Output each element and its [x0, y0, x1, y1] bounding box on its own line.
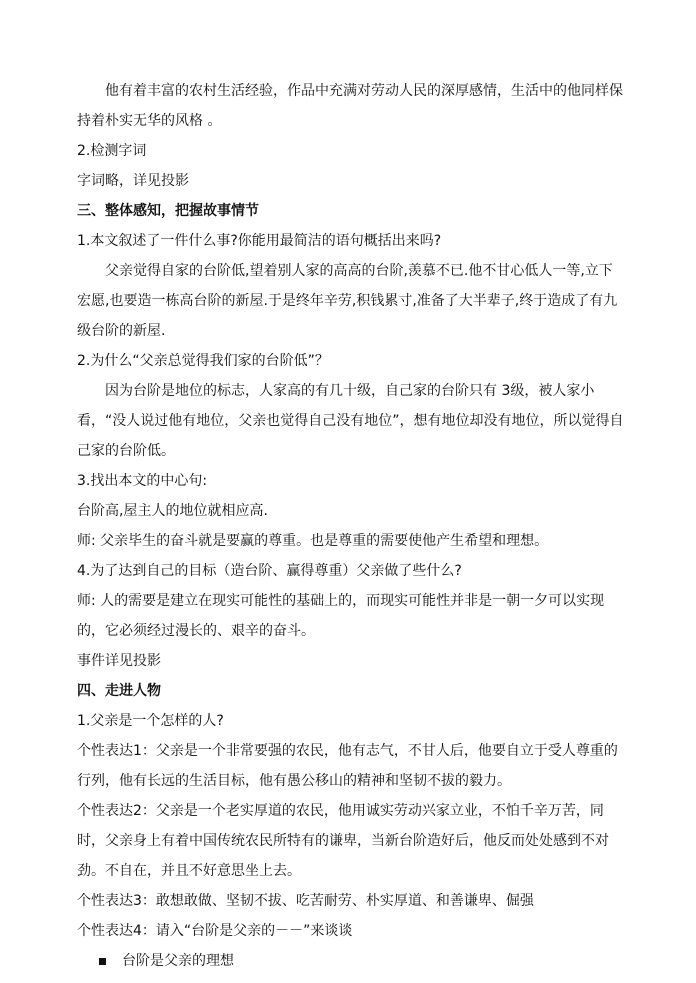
- black-square-bullet-icon: [99, 958, 106, 965]
- words-note: 字词略，详见投影: [77, 173, 189, 189]
- bullet-text: 台阶是父亲的理想: [122, 953, 234, 969]
- question-3: 3.找出本文的中心句:: [77, 473, 208, 489]
- answer-3: 台阶高,屋主人的地位就相应高.: [77, 503, 268, 519]
- author-background-paragraph: 他有着丰富的农村生活经验，作品中充满对劳动人民的深厚感情，生活中的他同样保持着朴实无华的风格 。: [77, 83, 623, 129]
- question-2: 2.为什么“父亲总觉得我们家的台阶低”？: [77, 353, 329, 369]
- document-body: [77, 76, 625, 976]
- expression-2: 个性表达2：父亲是一个老实厚道的农民，他用诚实劳动兴家立业，不怕千辛万苦，同时，父亲身上有着中国传统农民所特有的谦卑，当新台阶造好后，他反而处处感到不对劲。不自在，并且不好意思坐上去。: [77, 803, 609, 879]
- question-1: 1.本文叙述了一件什么事?你能用最简洁的语句概括出来吗?: [77, 233, 442, 249]
- teacher-note-2: 师: 人的需要是建立在现实可能性的基础上的，而现实可能性并非是一朝一夕可以实现的，它必须经过漫长的、艰辛的奋斗。: [77, 593, 605, 639]
- expression-1: 个性表达1：父亲是一个非常要强的农民，他有志气，不甘人后，他要自立于受人尊重的行列，他有长远的生活目标，他有愚公移山的精神和坚韧不拔的毅力。: [77, 743, 618, 789]
- heading-characters: 四、走进人物: [77, 683, 161, 699]
- heading-overall-perception: 三、整体感知，把握故事情节: [77, 203, 259, 219]
- expression-4: 个性表达4：请入“台阶是父亲的－－”来谈谈: [77, 923, 353, 939]
- question-4: 4.为了达到自己的目标（造台阶、赢得尊重）父亲做了些什么?: [77, 563, 462, 579]
- answer-1: 父亲觉得自家的台阶低,望着别人家的高高的台阶,羡慕不已.他不甘心低人一等,立下宏愿,也要造一栋高台阶的新屋.于是终年辛劳,积钱累寸,准备了大半辈子,终于造成了有九级台阶的新屋.: [77, 263, 618, 339]
- character-question: 1.父亲是一个怎样的人?: [77, 713, 224, 729]
- bullet-list-item: [77, 946, 625, 976]
- answer-2: 因为台阶是地位的标志，人家高的有几十级，自己家的台阶只有 3级，被人家小看，“没人说过他有地位，父亲也觉得自己没有地位”，想有地位却没有地位，所以觉得自己家的台阶低。: [77, 383, 624, 459]
- teacher-note-1: 师: 父亲毕生的奋斗就是要赢的尊重。也是尊重的需要使他产生希望和理想。: [77, 533, 549, 549]
- section-check-words: 2.检测字词: [77, 143, 147, 159]
- events-note: 事件详见投影: [77, 653, 161, 669]
- expression-3: 个性表达3：敢想敢做、坚韧不拔、吃苦耐劳、朴实厚道、和善谦卑、倔强: [77, 893, 534, 909]
